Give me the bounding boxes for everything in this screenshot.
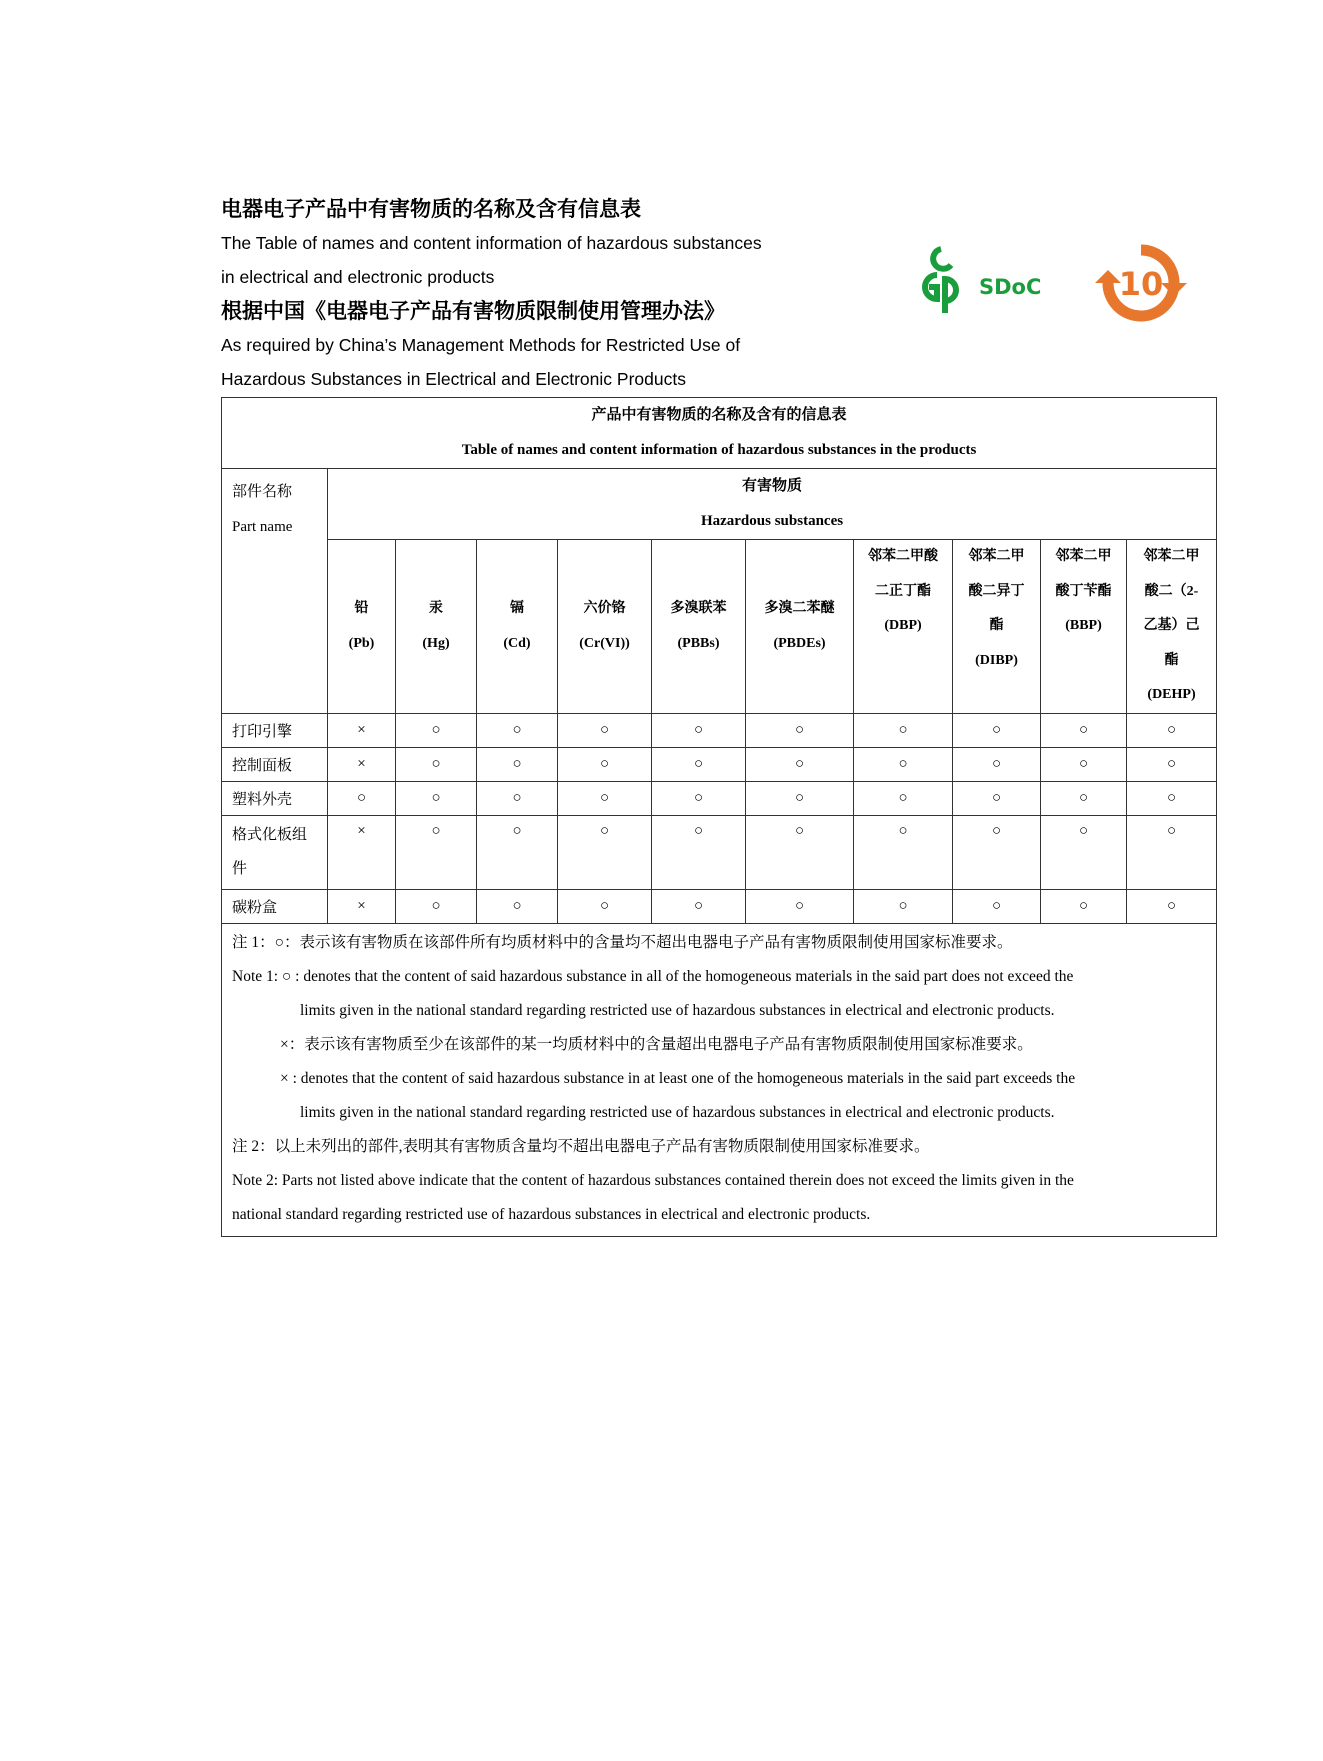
mark-cell: ○ [558, 781, 652, 815]
part-name-cell: 碳粉盒 [222, 889, 328, 923]
mark-cell: ○ [477, 889, 558, 923]
mark-cell: ○ [953, 889, 1041, 923]
mark-cell: ○ [558, 713, 652, 747]
mark-cell: ○ [477, 781, 558, 815]
mark-cell: ○ [477, 815, 558, 889]
table-row [222, 781, 1217, 815]
mark-cell: × [328, 889, 396, 923]
mark-cell: ○ [1041, 713, 1127, 747]
substance-header: 邻苯二甲酸 二正丁酯 (DBP) [854, 540, 953, 714]
sdoc-text: SDoC [979, 275, 1042, 299]
mark-cell: ○ [854, 889, 953, 923]
mark-cell: ○ [1127, 889, 1217, 923]
mark-cell: ○ [1041, 889, 1127, 923]
mark-cell: × [328, 747, 396, 781]
note1-cn: 注 1：○：表示该有害物质在该部件所有均质材料中的含量均不超出电器电子产品有害物质限制使用国家标准要求。 [232, 933, 1013, 951]
note2-cn: 注 2：以上未列出的部件,表明其有害物质含量均不超出电器电子产品有害物质限制使用国家标准要求。 [232, 1137, 930, 1155]
mark-cell: × [328, 713, 396, 747]
mark-cell: ○ [477, 713, 558, 747]
hazardous-en: Hazardous substances [700, 513, 844, 529]
part-name-cell: 格式化板组 件 [222, 815, 328, 889]
part-name-en: Part name [232, 519, 293, 535]
mark-cell: ○ [1041, 781, 1127, 815]
mark-cell: ○ [558, 889, 652, 923]
mark-cell: ○ [746, 889, 854, 923]
hazardous-cn: 有害物质 [742, 478, 803, 494]
epup-number: 10 [1118, 265, 1164, 303]
mark-cell: ○ [652, 713, 746, 747]
hazardous-header [328, 469, 1217, 540]
substance-header: 邻苯二甲 酸丁苄酯 (BBP) [1041, 540, 1127, 714]
mark-cell: ○ [652, 781, 746, 815]
mark-cell: ○ [558, 747, 652, 781]
mark-cell: ○ [746, 815, 854, 889]
mark-cell: ○ [953, 713, 1041, 747]
mark-cell: ○ [652, 747, 746, 781]
mark-cell: ○ [854, 781, 953, 815]
note1-en-line2: limits given in the national standard regarding restricted use of hazardous substances in electrical and electronic products. [300, 1001, 1055, 1019]
mark-cell: ○ [558, 815, 652, 889]
mark-cell: ○ [854, 713, 953, 747]
mark-cell: ○ [953, 747, 1041, 781]
table-row [222, 815, 1217, 889]
mark-cell: ○ [1127, 781, 1217, 815]
mark-cell: ○ [1041, 747, 1127, 781]
table-row [222, 747, 1217, 781]
mark-cell: ○ [1041, 815, 1127, 889]
substance-header: 多溴联苯 (PBBs) [652, 540, 746, 714]
mark-cell: ○ [854, 747, 953, 781]
mark-cell: ○ [953, 815, 1041, 889]
mark-cell: ○ [854, 815, 953, 889]
mark-cell: ○ [746, 713, 854, 747]
mark-cell: ○ [953, 781, 1041, 815]
part-name-header [222, 469, 328, 714]
table-title-cn: 产品中有害物质的名称及含有的信息表 [591, 407, 847, 423]
note1-en-line1: Note 1: ○ : denotes that the content of said hazardous substance in all of the homogeneous materials in the said part does not exceed the [232, 967, 1074, 985]
table-row [222, 713, 1217, 747]
substance-header: 多溴二苯醚 (PBDEs) [746, 540, 854, 714]
sdoc-logo-icon [915, 245, 1042, 317]
part-name-cell: 塑料外壳 [222, 781, 328, 815]
substance-header: 六价铬 (Cr(VI)) [558, 540, 652, 714]
mark-cell: ○ [396, 781, 477, 815]
note2-en-line2: national standard regarding restricted use of hazardous substances in electrical and electronic products. [232, 1205, 871, 1223]
table-notes [222, 923, 1217, 1236]
note-x-en-line1: × : denotes that the content of said hazardous substance in at least one of the homogeneous materials in the said part exceeds the [280, 1069, 1076, 1087]
table-title-en: Table of names and content information of hazardous substances in the products [461, 442, 977, 458]
substance-header: 汞 (Hg) [396, 540, 477, 714]
title-cn: 电器电子产品中有害物质的名称及含有信息表 [221, 197, 641, 221]
title-en-line1: The Table of names and content information of hazardous substances [221, 233, 762, 253]
mark-cell: ○ [477, 747, 558, 781]
mark-cell: ○ [1127, 815, 1217, 889]
hazardous-substances-table [221, 397, 1217, 1237]
mark-cell: ○ [746, 747, 854, 781]
mark-cell: ○ [746, 781, 854, 815]
note-x-en-line2: limits given in the national standard regarding restricted use of hazardous substances in electrical and electronic products. [300, 1103, 1055, 1121]
table-row [222, 889, 1217, 923]
mark-cell: ○ [652, 815, 746, 889]
substance-header: 邻苯二甲 酸二（2- 乙基）己 酯 (DEHP) [1127, 540, 1217, 714]
part-name-cell: 控制面板 [222, 747, 328, 781]
basis-cn: 根据中国《电器电子产品有害物质限制使用管理办法》 [221, 299, 725, 323]
table-title [222, 398, 1217, 469]
mark-cell: ○ [328, 781, 396, 815]
document-header [221, 192, 841, 396]
mark-cell: ○ [396, 815, 477, 889]
title-en-line2: in electrical and electronic products [221, 267, 495, 287]
epup-10-logo-icon [1093, 240, 1189, 326]
basis-en-line2: Hazardous Substances in Electrical and Electronic Products [221, 369, 686, 389]
mark-cell: ○ [396, 713, 477, 747]
note-x-cn: ×：表示该有害物质至少在该部件的某一均质材料中的含量超出电器电子产品有害物质限制使用国家标准要求。 [280, 1035, 1033, 1053]
mark-cell: × [328, 815, 396, 889]
mark-cell: ○ [1127, 747, 1217, 781]
substance-header: 镉 (Cd) [477, 540, 558, 714]
part-name-cn: 部件名称 [232, 484, 293, 500]
part-name-cell: 打印引擎 [222, 713, 328, 747]
substance-header: 铅 (Pb) [328, 540, 396, 714]
mark-cell: ○ [396, 747, 477, 781]
mark-cell: ○ [1127, 713, 1217, 747]
mark-cell: ○ [652, 889, 746, 923]
note2-en-line1: Note 2: Parts not listed above indicate that the content of hazardous substances contained therein does not exceed the limits given in the [232, 1171, 1074, 1189]
basis-en-line1: As required by China’s Management Methods for Restricted Use of [221, 335, 741, 355]
mark-cell: ○ [396, 889, 477, 923]
substance-header: 邻苯二甲 酸二异丁 酯 (DIBP) [953, 540, 1041, 714]
